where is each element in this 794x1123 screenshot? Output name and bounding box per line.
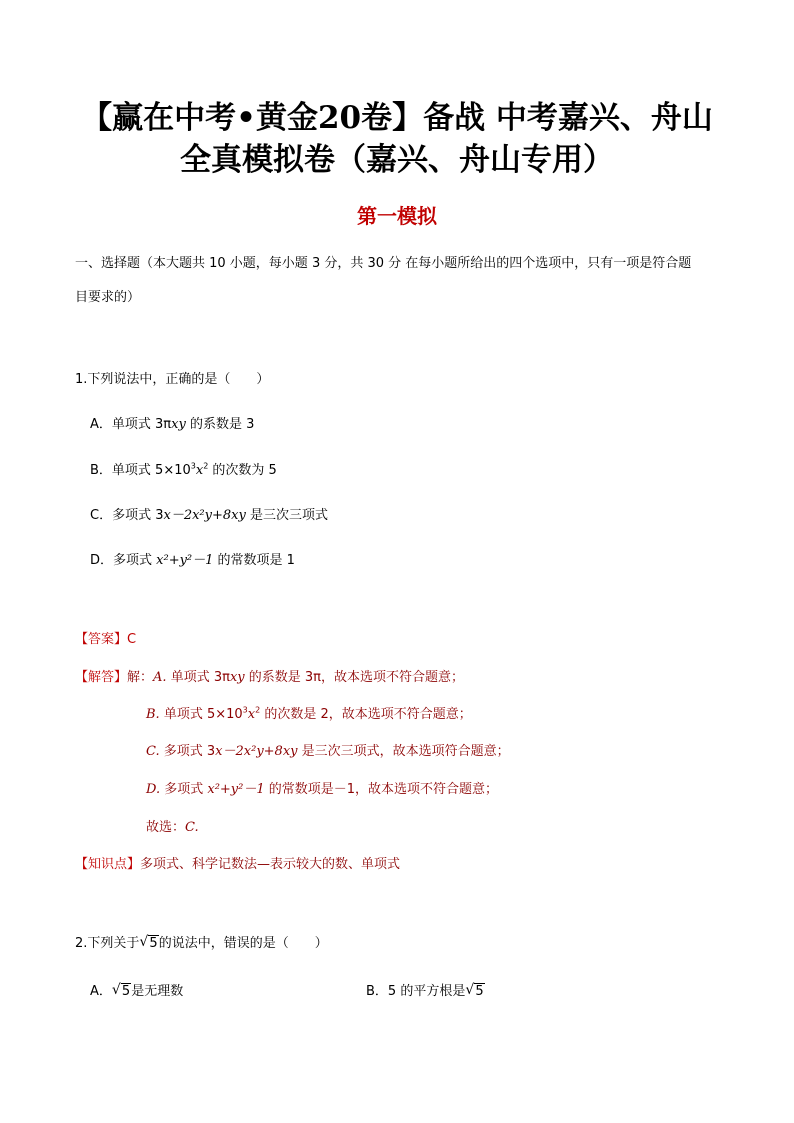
q1-analysis-c: C. 多项式 3x－2x²y+8xy 是三次三项式，故本选项符合题意；: [146, 744, 510, 759]
sqrt-symbol: √ 5: [465, 982, 484, 999]
q1-analysis-b: B. 单项式 $5\times 10^3x^2$ 的次数是 2，故本选项不符合题意；: [146, 705, 472, 722]
q1-option-d: D．多项式 x²+y²－1 的常数项是 1: [90, 553, 295, 568]
q2-option-b: B．5 的平方根是 √ 5: [366, 982, 485, 1002]
section-instruction-line1: 一、选择题（本大题共 10 小题，每小题 3 分，共 30 分 在每小题所给出的四个选项中，只有一项是符合题: [75, 256, 692, 271]
section-instruction-line2: 目要求的）: [75, 290, 141, 305]
sqrt-symbol: √ 5: [139, 934, 158, 951]
q1-option-c: C．多项式 3x－2x²y+8xy 是三次三项式: [90, 508, 328, 523]
q1-answer: 【答案】C: [75, 632, 137, 647]
q1-conclusion: 故选：C.: [146, 820, 199, 835]
question-2-stem: 2.下列关于 √ 5的说法中，错误的是（ ）: [75, 934, 328, 954]
q1-analysis-d: D. 多项式 x²+y²－1 的常数项是－1，故本选项不符合题意；: [146, 782, 499, 797]
q1-option-a: A．单项式 3πxy 的系数是 3: [90, 417, 255, 432]
page-title-line2: 全真模拟卷（嘉兴、舟山专用）: [180, 142, 614, 178]
q2-option-a: A． √ 5是无理数: [90, 982, 183, 1002]
page-title: 【赢在中考•黄金20卷】备战 中考嘉兴、舟山: [81, 100, 713, 136]
question-1-stem: 1.下列说法中，正确的是（ ）: [75, 372, 270, 387]
q1-analysis-a: 【解答】解：A. 单项式 3πxy 的系数是 3π，故本选项不符合题意；: [75, 670, 464, 685]
subtitle: 第一模拟: [357, 204, 437, 228]
sqrt-symbol: √ 5: [111, 982, 131, 999]
q1-knowledge: 【知识点】多项式、科学记数法—表示较大的数、单项式: [75, 857, 401, 872]
q1-option-b: B．单项式 $5\times 10^3x^2$ 的次数为 5: [90, 461, 277, 478]
